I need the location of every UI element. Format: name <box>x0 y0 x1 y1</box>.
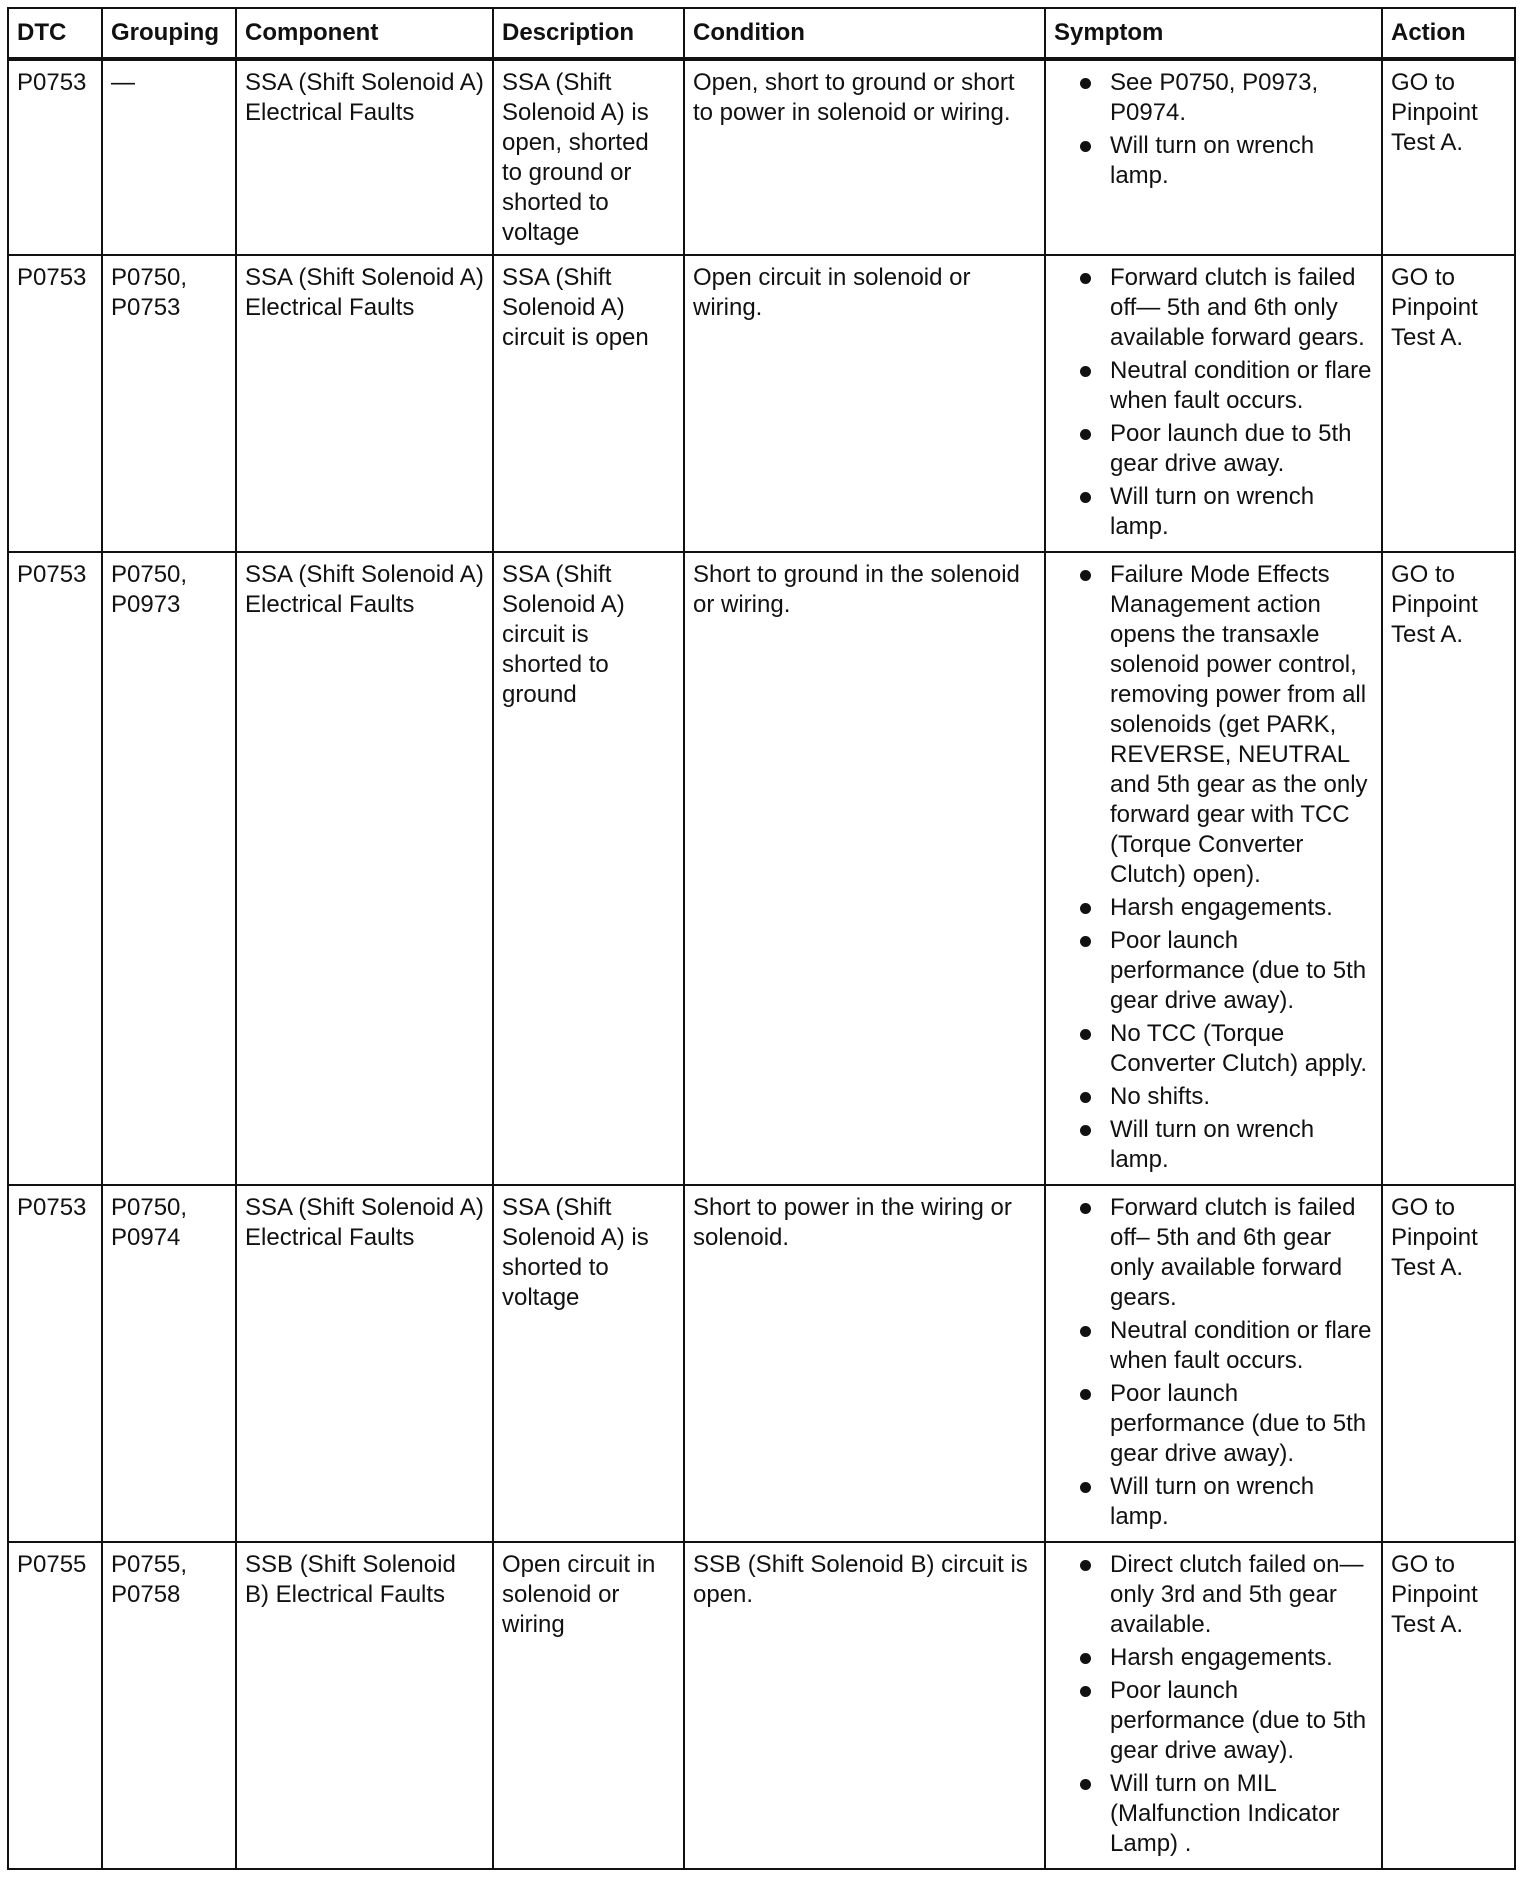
symptom-item <box>1054 926 1373 1016</box>
condition-cell: Short to ground in the solenoid or wiring. <box>684 552 1045 1185</box>
bullet-icon <box>1080 903 1091 914</box>
bullet-icon <box>1080 1326 1091 1337</box>
symptom-list <box>1054 1550 1373 1859</box>
symptom-text: No shifts. <box>1110 1083 1211 1110</box>
symptom-item <box>1054 263 1373 353</box>
condition-cell: Open circuit in solenoid or wiring. <box>684 255 1045 552</box>
symptom-list <box>1054 263 1373 542</box>
grouping-cell: P0755, P0758 <box>102 1542 236 1869</box>
symptom-item <box>1054 131 1373 191</box>
symptom-item <box>1054 1676 1373 1766</box>
symptom-item <box>1054 1115 1373 1175</box>
bullet-icon <box>1080 1029 1091 1040</box>
symptom-item <box>1054 1316 1373 1376</box>
symptom-text: Forward clutch is failed off— 5th and 6th only available forward gears. <box>1110 264 1365 351</box>
bullet-icon <box>1080 570 1091 581</box>
symptom-item <box>1054 1472 1373 1532</box>
action-cell: GO to Pinpoint Test A. <box>1382 59 1515 255</box>
grouping-cell: — <box>102 59 236 255</box>
bullet-icon <box>1080 1653 1091 1664</box>
bullet-icon <box>1080 1779 1091 1790</box>
symptom-text: Harsh engagements. <box>1110 1644 1333 1671</box>
component-cell: SSA (Shift Solenoid A) Electrical Faults <box>236 59 493 255</box>
table-row <box>8 59 1515 255</box>
condition-cell: Open, short to ground or short to power in solenoid or wiring. <box>684 59 1045 255</box>
header-condition: Condition <box>684 8 1045 59</box>
header-description: Description <box>493 8 684 59</box>
symptom-text: Poor launch performance (due to 5th gear drive away). <box>1110 1380 1367 1467</box>
dtc-table <box>7 7 1516 1870</box>
component-cell: SSA (Shift Solenoid A) Electrical Faults <box>236 255 493 552</box>
description-cell: SSA (Shift Solenoid A) circuit is open <box>493 255 684 552</box>
action-cell: GO to Pinpoint Test A. <box>1382 1542 1515 1869</box>
symptom-item <box>1054 1019 1373 1079</box>
dtc-cell: P0755 <box>8 1542 102 1869</box>
symptom-cell <box>1045 255 1382 552</box>
bullet-icon <box>1080 1092 1091 1103</box>
dtc-cell: P0753 <box>8 255 102 552</box>
symptom-list <box>1054 1193 1373 1532</box>
symptom-item <box>1054 1550 1373 1640</box>
bullet-icon <box>1080 492 1091 503</box>
description-cell: SSA (Shift Solenoid A) is open, shorted to ground or shorted to voltage <box>493 59 684 255</box>
condition-cell: Short to power in the wiring or solenoid. <box>684 1185 1045 1542</box>
symptom-item <box>1054 893 1373 923</box>
component-cell: SSA (Shift Solenoid A) Electrical Faults <box>236 552 493 1185</box>
symptom-item <box>1054 1082 1373 1112</box>
symptom-text: No TCC (Torque Converter Clutch) apply. <box>1110 1020 1367 1077</box>
symptom-text: Poor launch performance (due to 5th gear drive away). <box>1110 927 1367 1014</box>
dtc-cell: P0753 <box>8 1185 102 1542</box>
bullet-icon <box>1080 78 1091 89</box>
bullet-icon <box>1080 1560 1091 1571</box>
symptom-item <box>1054 482 1373 542</box>
header-symptom: Symptom <box>1045 8 1382 59</box>
symptom-text: Failure Mode Effects Management action opens the transaxle solenoid power control, removing power from all solenoids (get PARK, REVERSE, NEUTRAL and 5th gear as the only forward gear with TCC (Torque Converter Clutch) open). <box>1110 561 1368 888</box>
symptom-text: Will turn on wrench lamp. <box>1110 483 1315 540</box>
symptom-text: Neutral condition or flare when fault occurs. <box>1110 357 1372 414</box>
header-dtc: DTC <box>8 8 102 59</box>
header-grouping: Grouping <box>102 8 236 59</box>
header-action: Action <box>1382 8 1515 59</box>
grouping-cell: P0750, P0973 <box>102 552 236 1185</box>
table-row <box>8 1185 1515 1542</box>
bullet-icon <box>1080 1389 1091 1400</box>
description-cell: SSA (Shift Solenoid A) circuit is shorted to ground <box>493 552 684 1185</box>
symptom-cell <box>1045 1542 1382 1869</box>
component-cell: SSB (Shift Solenoid B) Electrical Faults <box>236 1542 493 1869</box>
symptom-list <box>1054 68 1373 191</box>
action-cell: GO to Pinpoint Test A. <box>1382 255 1515 552</box>
symptom-list <box>1054 560 1373 1175</box>
symptom-text: Poor launch performance (due to 5th gear drive away). <box>1110 1677 1367 1764</box>
symptom-text: Direct clutch failed on— only 3rd and 5th gear available. <box>1110 1551 1364 1638</box>
symptom-item <box>1054 1193 1373 1313</box>
symptom-cell <box>1045 1185 1382 1542</box>
grouping-cell: P0750, P0753 <box>102 255 236 552</box>
symptom-cell <box>1045 552 1382 1185</box>
bullet-icon <box>1080 273 1091 284</box>
symptom-text: Neutral condition or flare when fault occurs. <box>1110 1317 1372 1374</box>
description-cell: SSA (Shift Solenoid A) is shorted to voltage <box>493 1185 684 1542</box>
action-cell: GO to Pinpoint Test A. <box>1382 1185 1515 1542</box>
symptom-text: Poor launch due to 5th gear drive away. <box>1110 420 1352 477</box>
condition-cell: SSB (Shift Solenoid B) circuit is open. <box>684 1542 1045 1869</box>
symptom-item <box>1054 68 1373 128</box>
bullet-icon <box>1080 429 1091 440</box>
bullet-icon <box>1080 141 1091 152</box>
component-cell: SSA (Shift Solenoid A) Electrical Faults <box>236 1185 493 1542</box>
symptom-text: Forward clutch is failed off– 5th and 6th gear only available forward gears. <box>1110 1194 1356 1311</box>
symptom-item <box>1054 1769 1373 1859</box>
symptom-text: Harsh engagements. <box>1110 894 1333 921</box>
table-row <box>8 255 1515 552</box>
header-component: Component <box>236 8 493 59</box>
bullet-icon <box>1080 1482 1091 1493</box>
bullet-icon <box>1080 1686 1091 1697</box>
symptom-cell <box>1045 59 1382 255</box>
bullet-icon <box>1080 1203 1091 1214</box>
dtc-cell: P0753 <box>8 59 102 255</box>
symptom-text: Will turn on wrench lamp. <box>1110 1116 1315 1173</box>
action-cell: GO to Pinpoint Test A. <box>1382 552 1515 1185</box>
symptom-text: Will turn on wrench lamp. <box>1110 132 1315 189</box>
symptom-item <box>1054 419 1373 479</box>
table-row <box>8 552 1515 1185</box>
symptom-text: See P0750, P0973, P0974. <box>1110 69 1319 126</box>
symptom-item <box>1054 356 1373 416</box>
table-row <box>8 1542 1515 1869</box>
symptom-item <box>1054 1643 1373 1673</box>
grouping-cell: P0750, P0974 <box>102 1185 236 1542</box>
symptom-item <box>1054 560 1373 890</box>
dtc-cell: P0753 <box>8 552 102 1185</box>
bullet-icon <box>1080 936 1091 947</box>
bullet-icon <box>1080 1125 1091 1136</box>
bullet-icon <box>1080 366 1091 377</box>
table-header-row <box>8 8 1515 59</box>
symptom-text: Will turn on wrench lamp. <box>1110 1473 1315 1530</box>
symptom-item <box>1054 1379 1373 1469</box>
description-cell: Open circuit in solenoid or wiring <box>493 1542 684 1869</box>
symptom-text: Will turn on MIL (Malfunction Indicator Lamp) . <box>1110 1770 1340 1857</box>
